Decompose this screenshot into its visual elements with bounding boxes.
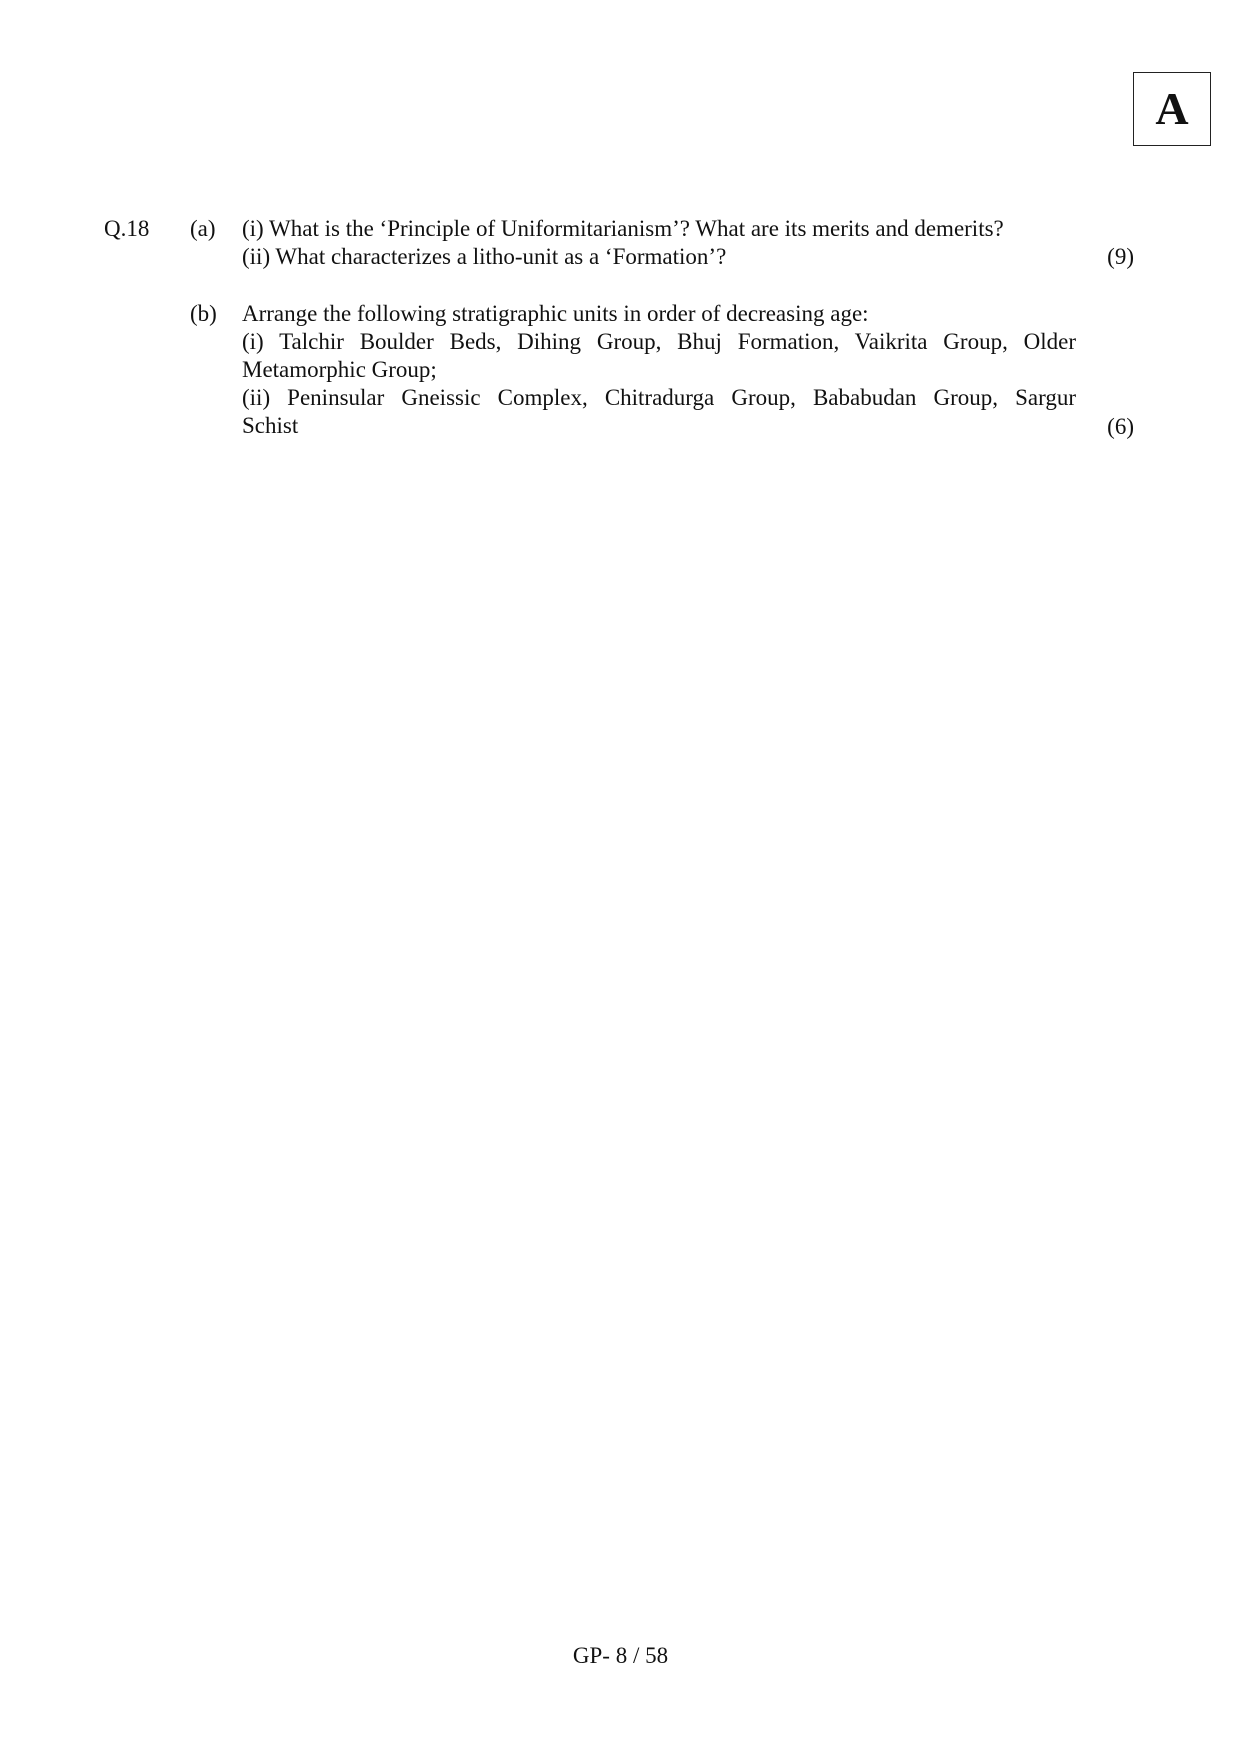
page-number: GP- 8 / 58 [572, 1643, 669, 1668]
part-a-label: (a) [190, 216, 216, 241]
part-a-body [242, 215, 1076, 271]
page-footer [0, 1642, 1241, 1670]
part-b-body [242, 300, 1076, 440]
part-b-line-2: (i) Talchir Boulder Beds, Dihing Group, Bhuj Formation, Vaikrita Group, Older [242, 329, 1076, 354]
part-a-line-2: (ii) What characterizes a litho-unit as a ‘Formation’? [242, 244, 727, 269]
paper-set-box [1133, 72, 1211, 146]
part-b-line-5: Schist [242, 413, 299, 438]
part-a-marks: (9) [1107, 244, 1134, 269]
part-b-line-3: Metamorphic Group; [242, 357, 437, 382]
question-number: Q.18 [104, 216, 150, 241]
paper-set-label: A [1155, 83, 1189, 134]
part-b-line-1: Arrange the following stratigraphic units in order of decreasing age: [242, 301, 869, 326]
part-b-line-4: (ii) Peninsular Gneissic Complex, Chitradurga Group, Bababudan Group, Sargur [242, 385, 1076, 410]
part-b-label: (b) [190, 301, 217, 326]
part-a-line-1: (i) What is the ‘Principle of Uniformitarianism’? What are its merits and demerits? [242, 216, 1004, 241]
part-b-marks: (6) [1107, 414, 1134, 439]
